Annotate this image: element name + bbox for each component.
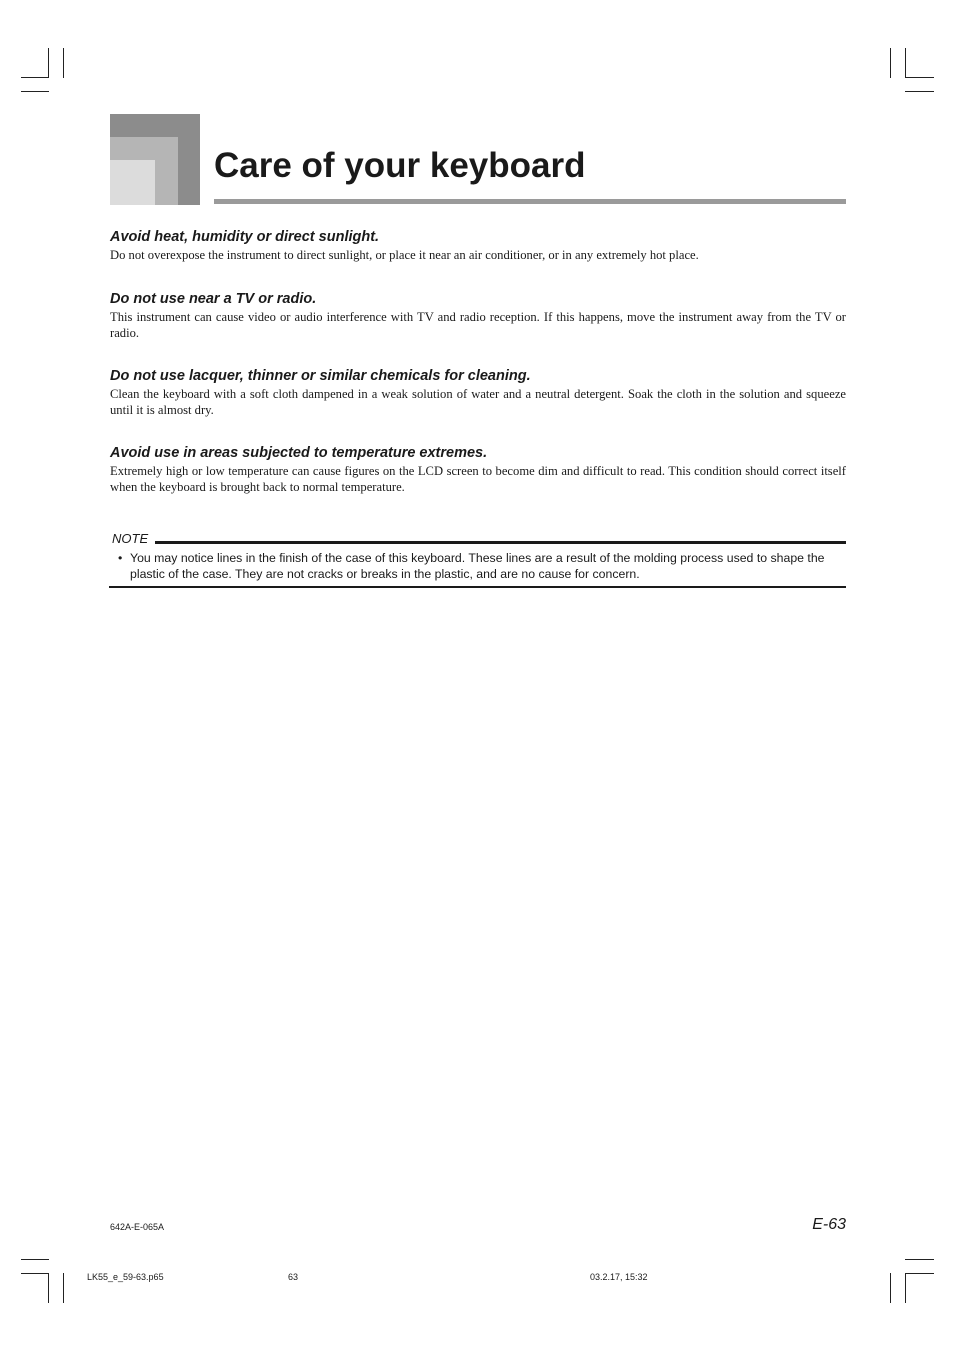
crop-mark xyxy=(63,48,64,78)
crop-mark xyxy=(21,1259,49,1260)
section-body: Clean the keyboard with a soft cloth dampened in a weak solution of water and a neutral detergent. Soak the cloth in the solution and squeeze until it is almost dry. xyxy=(110,387,846,417)
title-decoration-square xyxy=(110,160,155,205)
section-temperature xyxy=(110,444,846,495)
crop-mark xyxy=(63,1273,64,1303)
note-rule-bottom xyxy=(109,586,846,588)
section-body: Do not overexpose the instrument to direct sunlight, or place it near an air conditioner, or in any extremely hot place. xyxy=(110,248,699,262)
page-title: Care of your keyboard xyxy=(214,146,586,185)
document-code: 642A-E-065A xyxy=(110,1222,165,1232)
bullet-icon: • xyxy=(118,551,123,565)
crop-mark xyxy=(905,48,906,78)
title-decoration xyxy=(110,114,200,205)
note-text: You may notice lines in the finish of the case of this keyboard. These lines are a result of the molding process used to shape the plastic of the case. They are not cracks or breaks in the plastic, and are no cause for concern. xyxy=(130,551,825,581)
crop-mark xyxy=(21,77,49,78)
note-item xyxy=(118,550,846,582)
section-body: Extremely high or low temperature can cause figures on the LCD screen to become dim and difficult to read. This condition should correct itself when the keyboard is brought back to normal temperature. xyxy=(110,464,846,494)
crop-mark xyxy=(905,1259,934,1260)
crop-mark xyxy=(21,91,49,92)
title-rule xyxy=(214,199,846,204)
page-number: E-63 xyxy=(812,1216,846,1233)
section-chemicals xyxy=(110,367,846,418)
crop-mark xyxy=(890,48,891,78)
crop-mark xyxy=(890,1273,891,1303)
crop-mark xyxy=(905,91,934,92)
section-heading: Avoid use in areas subjected to temperature extremes. xyxy=(110,445,488,461)
section-heading: Do not use lacquer, thinner or similar chemicals for cleaning. xyxy=(110,368,531,384)
section-heading: Avoid heat, humidity or direct sunlight. xyxy=(110,229,380,245)
file-page: 63 xyxy=(288,1272,299,1282)
section-heat xyxy=(110,228,846,263)
section-body: This instrument can cause video or audio interference with TV and radio reception. If this happens, move the instrument away from the TV or radio. xyxy=(110,310,846,340)
crop-mark xyxy=(905,1273,934,1274)
crop-mark xyxy=(905,77,934,78)
crop-mark xyxy=(48,1273,49,1303)
section-heading: Do not use near a TV or radio. xyxy=(110,291,317,307)
crop-mark xyxy=(48,48,49,78)
crop-mark xyxy=(21,1273,49,1274)
note-rule-top xyxy=(155,541,846,544)
note-label: NOTE xyxy=(112,531,151,547)
crop-mark xyxy=(905,1273,906,1303)
print-timestamp: 03.2.17, 15:32 xyxy=(590,1272,648,1282)
file-name: LK55_e_59-63.p65 xyxy=(87,1272,164,1282)
section-tv-radio xyxy=(110,290,846,341)
